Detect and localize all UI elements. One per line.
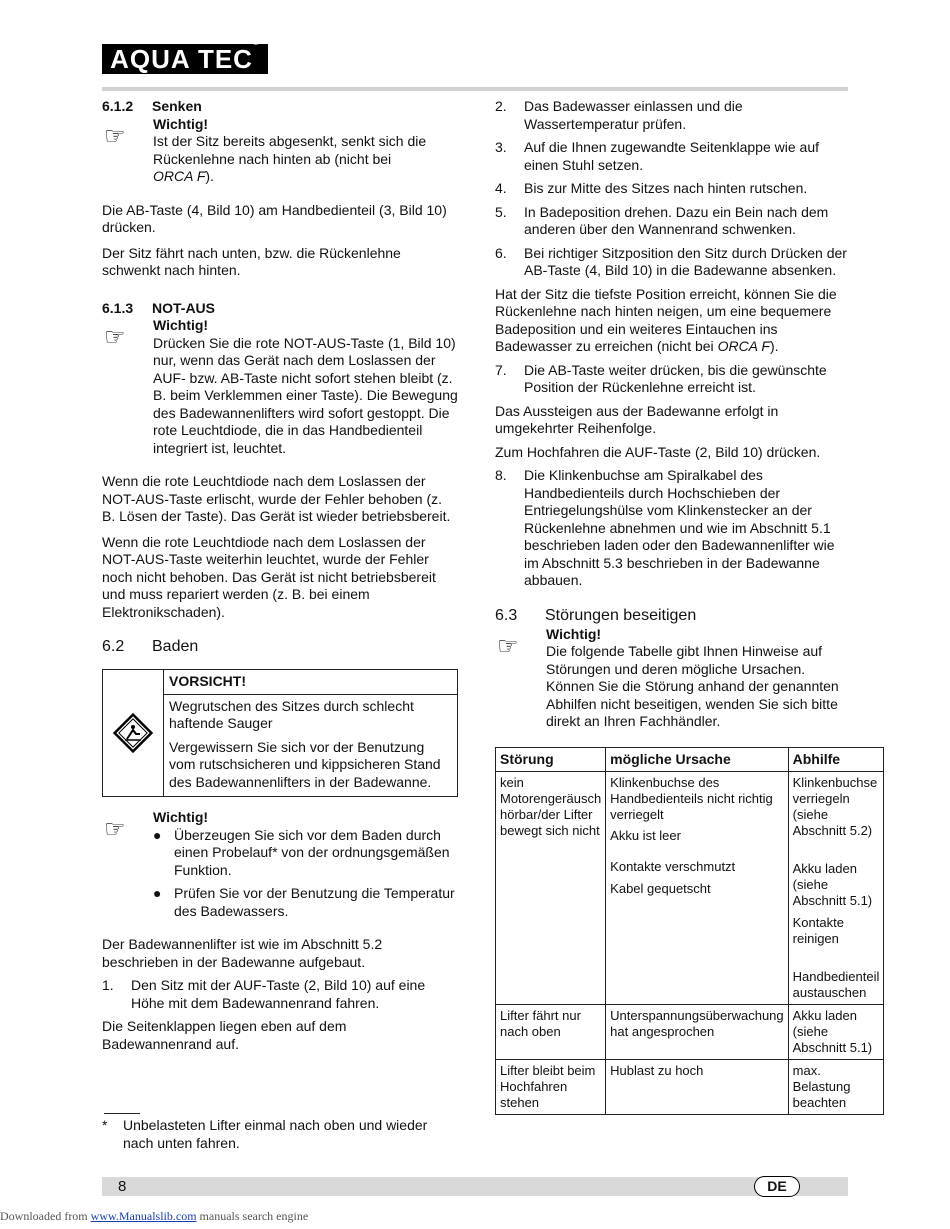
section-6-1-2-heading: 6.1.2 Senken (102, 98, 202, 114)
section-6-1-3-heading: 6.1.3 NOT-AUS (102, 299, 215, 316)
table-header: Abhilfe (788, 747, 884, 771)
aquatec-logo: AQUA TEC® (102, 44, 268, 74)
step-6: 6. Bei richtiger Sitzposition den Sitz durch Drücken der AB-Taste (4, Bild 10) in die Badewanne absenken. (495, 244, 847, 278)
paragraph: Die Seitenklappen liegen eben auf dem Badewannenrand auf. (102, 1018, 347, 1052)
pointing-hand-icon: ☞ (104, 122, 126, 150)
paragraph: Wenn die rote Leuchtdiode nach dem Loslassen der NOT-AUS-Taste weiterhin leuchtet, wurde der Fehler noch nicht behoben. Das Gerät ist nicht betriebsbereit und muss repariert werden (z. B. bei einem Elektronikschaden). (102, 533, 436, 620)
table-row: kein Motorengeräusch hörbar/der Lifter bewegt sich nicht Klinkenbuchse des Handbedienteils nicht richtig verriegelt Akku ist leer Kontakte verschmutzt Kabel gequetscht Klinkenbuchse verriegeln (siehe Abschnitt 5.2) Akku laden (siehe Abschnitt 5.1) Kontakte reinigen Handbedienteil austauschen (496, 771, 884, 1004)
step-2: 2. Das Badewasser einlassen und die Wassertemperatur prüfen. (495, 98, 743, 132)
step-4: 4. Bis zur Mitte des Sitzes nach hinten rutschen. (495, 180, 808, 196)
bullet-item: ● Prüfen Sie vor der Benutzung die Temperatur des Badewassers. (153, 885, 455, 919)
paragraph: Der Sitz fährt nach unten, bzw. die Rückenlehne schwenkt nach hinten. (102, 244, 401, 278)
important-note-senken: ☞ Wichtig! Ist der Sitz bereits abgesenkt, senkt sich die Rückenlehne nach hinten ab (nicht bei ORCA F). (104, 115, 427, 184)
left-column (102, 98, 458, 1053)
caution-box (102, 669, 458, 797)
step-7: 7. Die AB-Taste weiter drücken, bis die gewünschte Position der Rückenlehne erreicht ist. (495, 361, 827, 395)
section-6-2-heading: 6.2 Baden (102, 638, 199, 655)
right-column (495, 98, 880, 1115)
section-6-3-heading: 6.3 Störungen beseitigen (495, 606, 697, 624)
important-note-stoerungen: ☞ Wichtig! Die folgende Tabelle gibt Ihnen Hinweise auf Störungen und deren mögliche Ursachen. Können Sie die Störung anhand der genannten Abhilfen nicht beseitigen, wenden Sie sich bitte direkt an Ihren Fachhändler. (497, 625, 839, 729)
paragraph: Das Aussteigen aus der Badewanne erfolgt in umgekehrter Reihenfolge. (495, 402, 779, 436)
table-row: Lifter fährt nur nach oben Unterspannungsüberwachung hat angesprochen Akku laden (siehe Abschnitt 5.1) (496, 1004, 884, 1059)
language-badge: DE (754, 1176, 800, 1197)
footnote-rule (104, 1113, 140, 1114)
footnote: * Unbelasteten Lifter einmal nach oben und wieder nach unten fahren. (102, 1113, 458, 1152)
paragraph: Hat der Sitz die tiefste Position erreicht, können Sie die Rückenlehne nach hinten neigen, um eine bequemere Badeposition und ein weiteres Eintauchen ins Badewasser zu erreichen (nicht bei ORCA F). (495, 285, 837, 354)
download-note: Downloaded from www.Manualslib.com manuals search engine (0, 1209, 309, 1223)
pointing-hand-icon: ☞ (497, 632, 519, 660)
header-rule (102, 87, 848, 91)
manualslib-link[interactable]: www.Manualslib.com (90, 1209, 197, 1223)
table-header: mögliche Ursache (606, 747, 788, 771)
footer-bar (102, 1177, 848, 1196)
page-number: 8 (118, 1178, 127, 1195)
pointing-hand-icon: ☞ (104, 816, 126, 843)
table-row: Lifter bleibt beim Hochfahren stehen Hublast zu hoch max. Belastung beachten (496, 1059, 884, 1114)
paragraph: Die AB-Taste (4, Bild 10) am Handbedienteil (3, Bild 10) drücken. (102, 201, 447, 235)
bullet-item: ● Überzeugen Sie sich vor dem Baden durch einen Probelauf* von der ordnungsgemäßen Funktion. (153, 826, 450, 878)
paragraph: Der Badewannenlifter ist wie im Abschnitt 5.2 beschrieben in der Badewanne aufgebaut. (102, 936, 383, 970)
paragraph: Wenn die rote Leuchtdiode nach dem Loslassen der NOT-AUS-Taste erlischt, wurde der Fehler behoben (z. B. Lösen der Taste). Das Gerät ist wieder betriebsbereit. (102, 473, 451, 524)
step-5: 5. In Badeposition drehen. Dazu ein Bein nach dem anderen über den Wannenrand schwenken. (495, 203, 829, 237)
caution-text: Wegrutschen des Sitzes durch schlecht haftende Sauger (169, 697, 414, 731)
step-8: 8. Die Klinkenbuchse am Spiralkabel des Handbedienteils durch Hochschieben der Entriegelungshülse vom Klinkenstecker an der Rückenlehne abnehmen und wie im Abschnitt 5.1 beschrieben laden oder den Badewannenlifter wie im Abschnitt 5.3 beschrieben in der Badewanne abbauen. (495, 467, 835, 588)
important-note-baden: ☞ Wichtig! ● Überzeugen Sie sich vor dem Baden durch einen Probelauf* von der ordnungsgemäßen Funktion. ● Prüfen Sie vor der Benutzung die Temperatur des Badewassers. (102, 809, 458, 920)
caution-slip-icon (103, 670, 164, 796)
pointing-hand-icon: ☞ (104, 324, 126, 351)
paragraph: Zum Hochfahren die AUF-Taste (2, Bild 10) drücken. (495, 443, 821, 460)
step-1: 1. Den Sitz mit der AUF-Taste (2, Bild 10) auf eine Höhe mit dem Badewannenrand fahren. (102, 977, 426, 1011)
caution-text: Vergewissern Sie sich vor der Benutzung vom rutschsicheren und kippsicheren Stand des Badewannenlifters in der Badewanne. (169, 738, 441, 790)
step-3: 3. Auf die Ihnen zugewandte Seitenklappe wie auf einen Stuhl setzen. (495, 139, 819, 173)
important-note-notaus: ☞ Wichtig! Drücken Sie die rote NOT-AUS-Taste (1, Bild 10) nur, wenn das Gerät nach dem Loslassen der AUF- bzw. AB-Taste nicht sofort stehen bleibt (z. B. beim Verklemmen einer Taste). Die Bewegung des Badewannenlifters wird sofort gestoppt. Die rote Leuchtdiode, die in das Handbedienteil integriert ist, leuchtet. (104, 317, 458, 456)
troubleshooting-table (495, 747, 884, 1115)
table-header: Störung (496, 747, 606, 771)
caution-heading: VORSICHT! (164, 670, 457, 695)
